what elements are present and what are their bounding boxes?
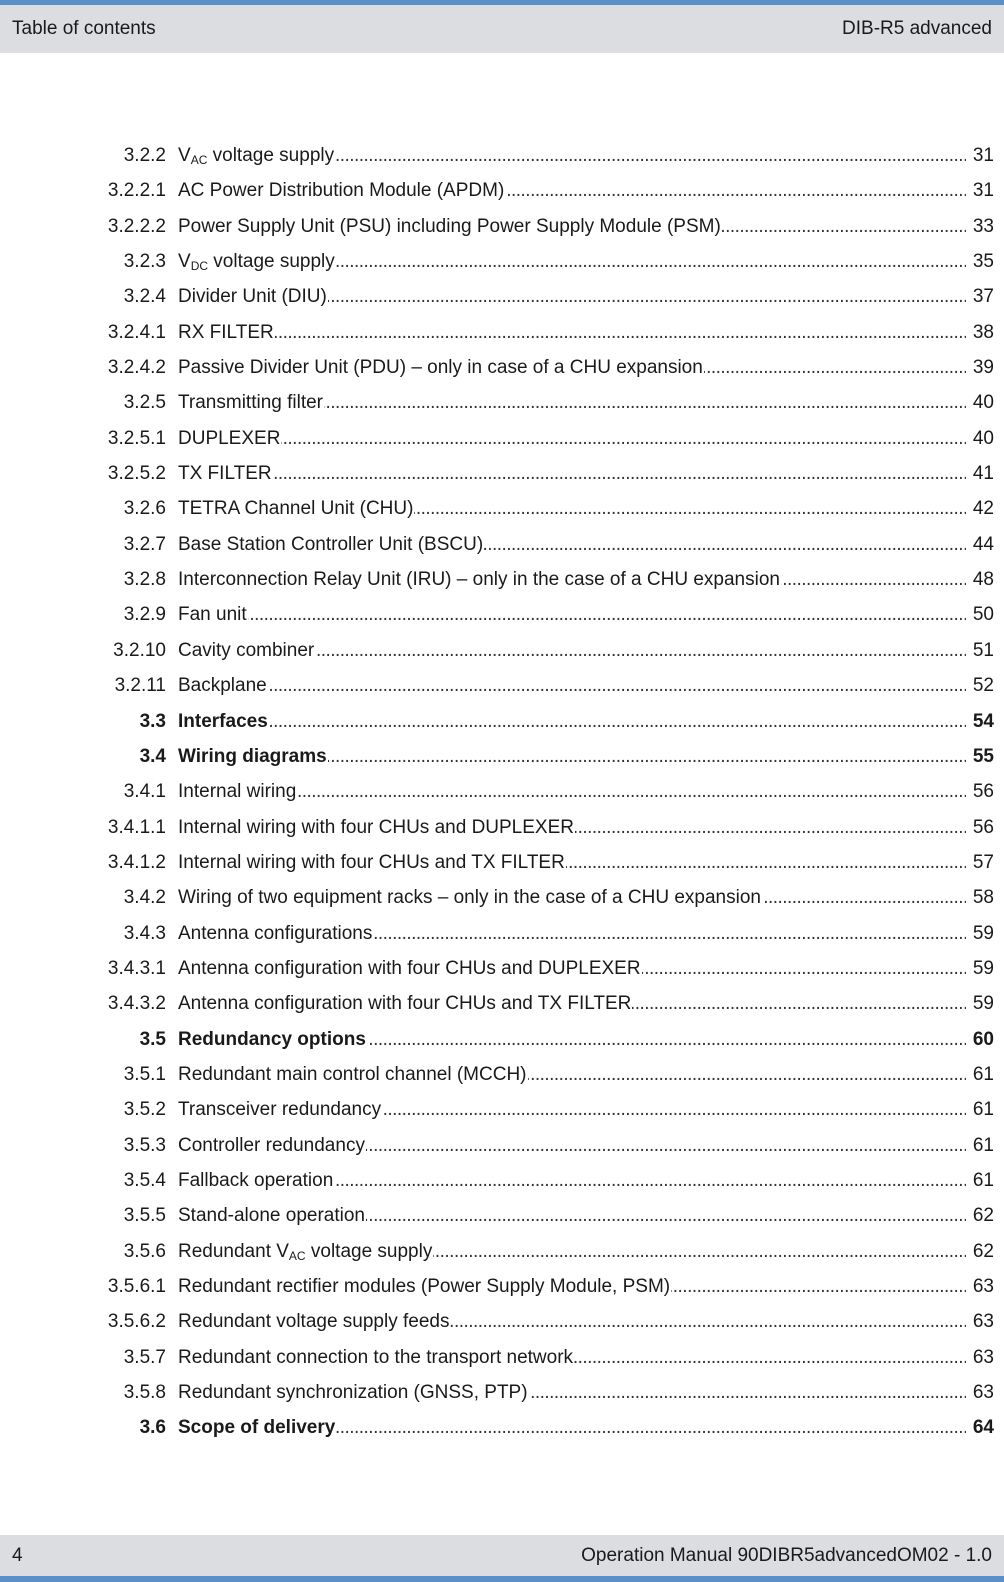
toc-entry-number: 3.5.6.1: [107, 1276, 166, 1297]
toc-entry[interactable]: [0, 810, 1004, 845]
toc-entry-title-text: [178, 216, 722, 237]
toc-entry-title: [178, 1057, 966, 1092]
toc-entry-title-text: [178, 958, 642, 979]
toc-entry-title-main: Redundancy options: [178, 1028, 366, 1050]
header-section-title: Table of contents: [12, 18, 156, 39]
toc-entry[interactable]: [0, 173, 1004, 208]
toc-entry[interactable]: [0, 244, 1004, 279]
toc-entry-title-text: [178, 1276, 671, 1297]
table-of-contents: [0, 138, 1004, 1446]
toc-entry[interactable]: [0, 1022, 1004, 1057]
toc-entry-title-text: [178, 711, 269, 732]
header-document-title: DIB-R5 advanced: [842, 18, 992, 39]
toc-entry-title-text: [178, 498, 414, 519]
toc-entry-page: 61: [972, 1134, 994, 1156]
toc-entry[interactable]: [0, 704, 1004, 739]
toc-entry[interactable]: [0, 597, 1004, 632]
toc-entry-number: 3.2.4.2: [107, 357, 166, 379]
toc-entry-number: 3.5.6: [123, 1240, 166, 1262]
toc-entry[interactable]: [0, 986, 1004, 1021]
toc-entry-title-text: [178, 923, 373, 944]
toc-entry-number: 3.2.6: [123, 498, 166, 520]
toc-entry-title-text: [178, 1417, 336, 1438]
toc-entry[interactable]: [0, 916, 1004, 951]
toc-entry[interactable]: [0, 315, 1004, 350]
toc-entry-title: [178, 880, 966, 915]
toc-entry-title-text: [178, 746, 328, 767]
toc-entry-page: 61: [972, 1169, 994, 1191]
toc-entry-title: [178, 951, 966, 986]
toc-entry[interactable]: [0, 1198, 1004, 1233]
toc-entry[interactable]: [0, 1340, 1004, 1375]
toc-entry-page: 63: [972, 1276, 994, 1297]
toc-entry[interactable]: [0, 951, 1004, 986]
toc-entry-title-text: [178, 1064, 528, 1085]
toc-entry-number: 3.4.1.1: [107, 816, 166, 838]
toc-entry[interactable]: [0, 1375, 1004, 1410]
toc-entry-title: [178, 350, 966, 385]
toc-entry[interactable]: [0, 1163, 1004, 1198]
toc-entry-title-subscript: DC: [190, 259, 209, 274]
toc-entry-title-main: DUPLEXER: [178, 427, 281, 449]
toc-entry-title: [178, 986, 966, 1021]
toc-entry-page: 44: [972, 533, 994, 555]
toc-entry-page: 56: [972, 781, 994, 803]
toc-entry-title-main: Controller redundancy: [178, 1134, 365, 1156]
toc-entry-title-text: [178, 640, 315, 661]
toc-entry-number: 3.5: [139, 1028, 166, 1050]
toc-entry-title-text: [178, 852, 566, 873]
toc-entry-page: 41: [972, 463, 994, 485]
toc-entry-page: 63: [972, 1311, 994, 1333]
page-header: [0, 0, 1004, 53]
toc-entry-title-text: [178, 1347, 574, 1368]
toc-entry-title: [178, 421, 966, 456]
toc-entry-number: 3.5.5: [123, 1205, 166, 1227]
toc-entry-title-main: Backplane: [178, 675, 267, 697]
toc-entry[interactable]: [0, 138, 1004, 173]
toc-entry-title: [178, 1128, 966, 1163]
toc-entry-title-main: Base Station Controller Unit (BSCU): [178, 533, 484, 555]
toc-entry-title-main: Fallback operation: [178, 1169, 334, 1191]
toc-entry-title-main: Redundant rectifier modules (Power Supply Module, PSM): [178, 1276, 671, 1297]
toc-entry-number: 3.2.10: [113, 639, 166, 661]
toc-entry-title-main: TX FILTER: [178, 463, 272, 485]
toc-entry-title-main: V: [178, 251, 191, 273]
toc-entry-title-main: Antenna configuration with four CHUs and DUPLEXER: [178, 957, 641, 979]
toc-entry-number: 3.2.9: [123, 604, 166, 626]
toc-entry-number: 3.5.3: [123, 1134, 166, 1156]
toc-entry-title-main: Redundant V: [178, 1240, 289, 1262]
toc-entry-title: [178, 315, 966, 350]
toc-entry-page: 63: [972, 1346, 994, 1368]
toc-entry-title: [178, 562, 966, 597]
toc-entry[interactable]: [0, 774, 1004, 809]
toc-entry-number: 3.4.2: [123, 887, 166, 909]
toc-entry-title-suffix: voltage supply: [207, 145, 335, 166]
toc-entry-title-text: [178, 145, 335, 166]
toc-entry-title: [178, 1234, 966, 1269]
toc-entry-title-text: [178, 251, 336, 272]
toc-entry-page: 60: [972, 1028, 994, 1050]
toc-entry-number: 3.2.2.1: [107, 180, 166, 202]
toc-entry-page: 58: [972, 887, 994, 909]
toc-entry-title-main: Redundant synchronization (GNSS, PTP): [178, 1382, 528, 1404]
toc-entry-page: 61: [972, 1063, 994, 1085]
toc-entry-title-text: [178, 1135, 366, 1156]
toc-entry-number: 3.2.5: [123, 392, 166, 414]
toc-entry-title-main: AC Power Distribution Module (APDM): [178, 180, 505, 202]
toc-entry-title-main: Passive Divider Unit (PDU) – only in case of a CHU expansion: [178, 357, 703, 379]
toc-entry-title-text: [178, 1241, 433, 1262]
toc-entry-title-text: [178, 1382, 529, 1403]
toc-entry-page: 57: [972, 851, 994, 873]
toc-entry[interactable]: [0, 209, 1004, 244]
toc-entry[interactable]: [0, 1304, 1004, 1339]
toc-entry-title-main: Wiring of two equipment racks – only in the case of a CHU expansion: [178, 887, 761, 909]
toc-entry-title-text: [178, 1205, 366, 1226]
toc-entry-number: 3.4.1.2: [107, 851, 166, 873]
toc-entry-title-main: RX FILTER: [178, 321, 274, 343]
toc-entry[interactable]: [0, 845, 1004, 880]
toc-entry-title-main: Divider Unit (DIU): [178, 286, 327, 308]
toc-entry-title-text: [178, 534, 484, 555]
toc-entry-page: 37: [972, 286, 994, 308]
toc-entry-page: 63: [972, 1382, 994, 1404]
toc-entry-number: 3.4.3.1: [107, 957, 166, 979]
toc-entry-title-text: [178, 392, 324, 413]
toc-entry-number: 3.5.1: [123, 1063, 166, 1085]
footer-manual-title: Operation Manual 90DIBR5advancedOM02 - 1.0: [581, 1544, 992, 1566]
toc-entry-title: [178, 774, 966, 809]
toc-entry-page: 55: [972, 745, 994, 767]
toc-entry-page: 51: [972, 639, 994, 661]
toc-entry[interactable]: [0, 1234, 1004, 1269]
toc-entry-title-text: [178, 604, 248, 625]
toc-entry-title: [178, 1340, 966, 1375]
toc-entry-title-text: [178, 675, 268, 696]
toc-entry[interactable]: [0, 385, 1004, 420]
toc-entry-title: [178, 810, 966, 845]
toc-entry-number: 3.4: [139, 745, 166, 767]
toc-entry-number: 3.2.4: [123, 286, 166, 308]
toc-entry-title: [178, 173, 966, 208]
toc-entry-page: 40: [972, 392, 994, 414]
toc-entry-title-main: Scope of delivery: [178, 1417, 336, 1439]
toc-entry-title-subscript: AC: [288, 1248, 306, 1263]
toc-entry-title-main: Internal wiring: [178, 781, 297, 803]
toc-entry-title: [178, 1092, 966, 1127]
toc-entry-number: 3.2.11: [114, 675, 166, 697]
toc-entry-title-main: Transceiver redundancy: [178, 1099, 382, 1121]
toc-entry-page: 56: [972, 816, 994, 838]
toc-entry[interactable]: [0, 421, 1004, 456]
toc-entry[interactable]: [0, 1057, 1004, 1092]
toc-entry[interactable]: [0, 562, 1004, 597]
toc-entry-number: 3.2.4.1: [107, 321, 166, 343]
toc-entry-title: [178, 1163, 966, 1198]
toc-entry-title: [178, 1022, 966, 1057]
toc-entry-title: [178, 1304, 966, 1339]
toc-entry-title-text: [178, 428, 281, 449]
toc-entry-title-text: [178, 569, 781, 590]
toc-entry-page: 54: [972, 710, 994, 732]
toc-entry-page: 59: [972, 922, 994, 944]
toc-entry-number: 3.4.3: [123, 922, 166, 944]
toc-entry-title-main: Interfaces: [178, 710, 268, 732]
toc-entry[interactable]: [0, 739, 1004, 774]
toc-entry-title: [178, 138, 966, 173]
toc-entry-title: [178, 1269, 966, 1304]
toc-entry-title-text: [178, 1029, 367, 1050]
toc-entry-title-main: Redundant voltage supply feeds: [178, 1311, 450, 1333]
toc-entry-page: 42: [972, 498, 994, 520]
toc-entry-page: 59: [972, 957, 994, 979]
page-footer: [0, 1535, 1004, 1582]
toc-entry-title: [178, 668, 966, 703]
toc-entry-number: 3.5.4: [123, 1169, 166, 1191]
toc-entry-title-text: [178, 322, 275, 343]
toc-entry-number: 3.4.1: [123, 781, 166, 803]
toc-entry-title-main: Stand-alone operation: [178, 1205, 365, 1227]
toc-entry-title-main: Internal wiring with four CHUs and TX FILTER: [178, 851, 565, 873]
toc-entry-page: 33: [972, 215, 994, 237]
toc-entry-number: 3.5.7: [123, 1346, 166, 1368]
toc-entry-title-text: [178, 286, 328, 307]
toc-entry[interactable]: [0, 1269, 1004, 1304]
toc-entry-number: 3.4.3.2: [107, 993, 166, 1015]
toc-entry-page: 35: [972, 251, 994, 273]
toc-entry-title-main: Antenna configurations: [178, 922, 373, 944]
toc-entry[interactable]: [0, 1410, 1004, 1445]
toc-entry-title: [178, 1410, 966, 1445]
toc-entry-page: 31: [972, 145, 994, 166]
toc-entry-number: 3.2.5.1: [107, 427, 166, 449]
toc-entry-title-text: [178, 1099, 382, 1120]
toc-entry-title: [178, 739, 966, 774]
toc-entry-page: 38: [972, 321, 994, 343]
toc-entry[interactable]: [0, 633, 1004, 668]
toc-entry-number: 3.6: [139, 1417, 166, 1439]
toc-entry-page: 62: [972, 1205, 994, 1227]
toc-entry-title-text: [178, 180, 505, 201]
toc-entry-title: [178, 279, 966, 314]
toc-entry-page: 52: [972, 675, 994, 697]
toc-entry-title-main: Interconnection Relay Unit (IRU) – only in the case of a CHU expansion: [178, 569, 780, 591]
toc-entry-page: 48: [972, 569, 994, 591]
toc-entry-number: 3.2.7: [123, 533, 166, 555]
toc-entry-page: 61: [972, 1099, 994, 1121]
toc-entry-title-suffix: voltage supply: [208, 251, 335, 273]
toc-entry[interactable]: [0, 279, 1004, 314]
toc-entry-title: [178, 385, 966, 420]
toc-entry-title-text: [178, 463, 273, 484]
toc-entry-number: 3.2.5.2: [107, 463, 166, 485]
toc-entry-title-text: [178, 993, 632, 1014]
toc-entry-title-text: [178, 1170, 334, 1191]
toc-entry-page: 62: [972, 1240, 994, 1262]
toc-entry[interactable]: [0, 350, 1004, 385]
toc-entry-title: [178, 597, 966, 632]
toc-entry-title: [178, 527, 966, 562]
toc-entry[interactable]: [0, 880, 1004, 915]
toc-entry-title: [178, 704, 966, 739]
toc-entry-number: 3.2.3: [123, 251, 166, 273]
toc-entry-title-main: Wiring diagrams: [178, 745, 327, 767]
toc-entry-title-main: Transmitting filter: [178, 392, 323, 414]
toc-entry-page: 40: [972, 427, 994, 449]
toc-entry-title: [178, 491, 966, 526]
toc-entry-title-text: [178, 1311, 450, 1332]
toc-entry[interactable]: [0, 456, 1004, 491]
toc-entry-title-main: Cavity combiner: [178, 639, 315, 661]
toc-entry-title: [178, 1198, 966, 1233]
toc-entry-title-main: Redundant main control channel (MCCH): [178, 1063, 527, 1085]
toc-entry-page: 31: [972, 180, 994, 202]
toc-entry-title-text: [178, 781, 297, 802]
toc-entry-page: 39: [972, 357, 994, 379]
toc-entry-page: 50: [972, 604, 994, 626]
toc-entry-title-main: Antenna configuration with four CHUs and TX FILTER: [178, 993, 632, 1015]
toc-entry-page: 64: [972, 1417, 994, 1439]
toc-entry-title-main: Power Supply Unit (PSU) including Power Supply Module (PSM): [178, 215, 721, 237]
toc-entry-title-text: [178, 887, 762, 908]
toc-entry-title: [178, 916, 966, 951]
toc-entry-number: 3.2.8: [123, 569, 166, 591]
toc-entry-title-main: TETRA Channel Unit (CHU): [178, 498, 414, 520]
toc-entry[interactable]: [0, 527, 1004, 562]
toc-entry-number: 3.3: [139, 710, 166, 732]
toc-entry-page: 59: [972, 993, 994, 1015]
toc-entry-title-main: Redundant connection to the transport network: [178, 1346, 574, 1368]
toc-entry-title-text: [178, 357, 704, 378]
toc-entry-title: [178, 244, 966, 279]
footer-page-number: 4: [12, 1544, 23, 1566]
toc-entry-title: [178, 845, 966, 880]
toc-entry[interactable]: [0, 1092, 1004, 1127]
toc-entry-title: [178, 209, 966, 244]
toc-entry[interactable]: [0, 668, 1004, 703]
toc-entry-title: [178, 633, 966, 668]
toc-entry-number: 3.2.2: [123, 145, 166, 166]
toc-entry-title: [178, 456, 966, 491]
toc-entry-title-main: Fan unit: [178, 604, 247, 626]
toc-entry[interactable]: [0, 1128, 1004, 1163]
toc-entry-title-suffix: voltage supply: [305, 1240, 433, 1262]
toc-entry-number: 3.5.8: [123, 1382, 166, 1404]
toc-entry-title-main: V: [178, 145, 191, 166]
toc-entry-title: [178, 1375, 966, 1410]
toc-entry-title-main: Internal wiring with four CHUs and DUPLEXER: [178, 816, 574, 838]
toc-entry-title-text: [178, 817, 575, 838]
toc-entry-title-subscript: AC: [190, 153, 208, 167]
toc-entry[interactable]: [0, 491, 1004, 526]
toc-entry-number: 3.5.6.2: [107, 1311, 166, 1333]
toc-entry-number: 3.5.2: [123, 1099, 166, 1121]
toc-entry-number: 3.2.2.2: [107, 215, 166, 237]
